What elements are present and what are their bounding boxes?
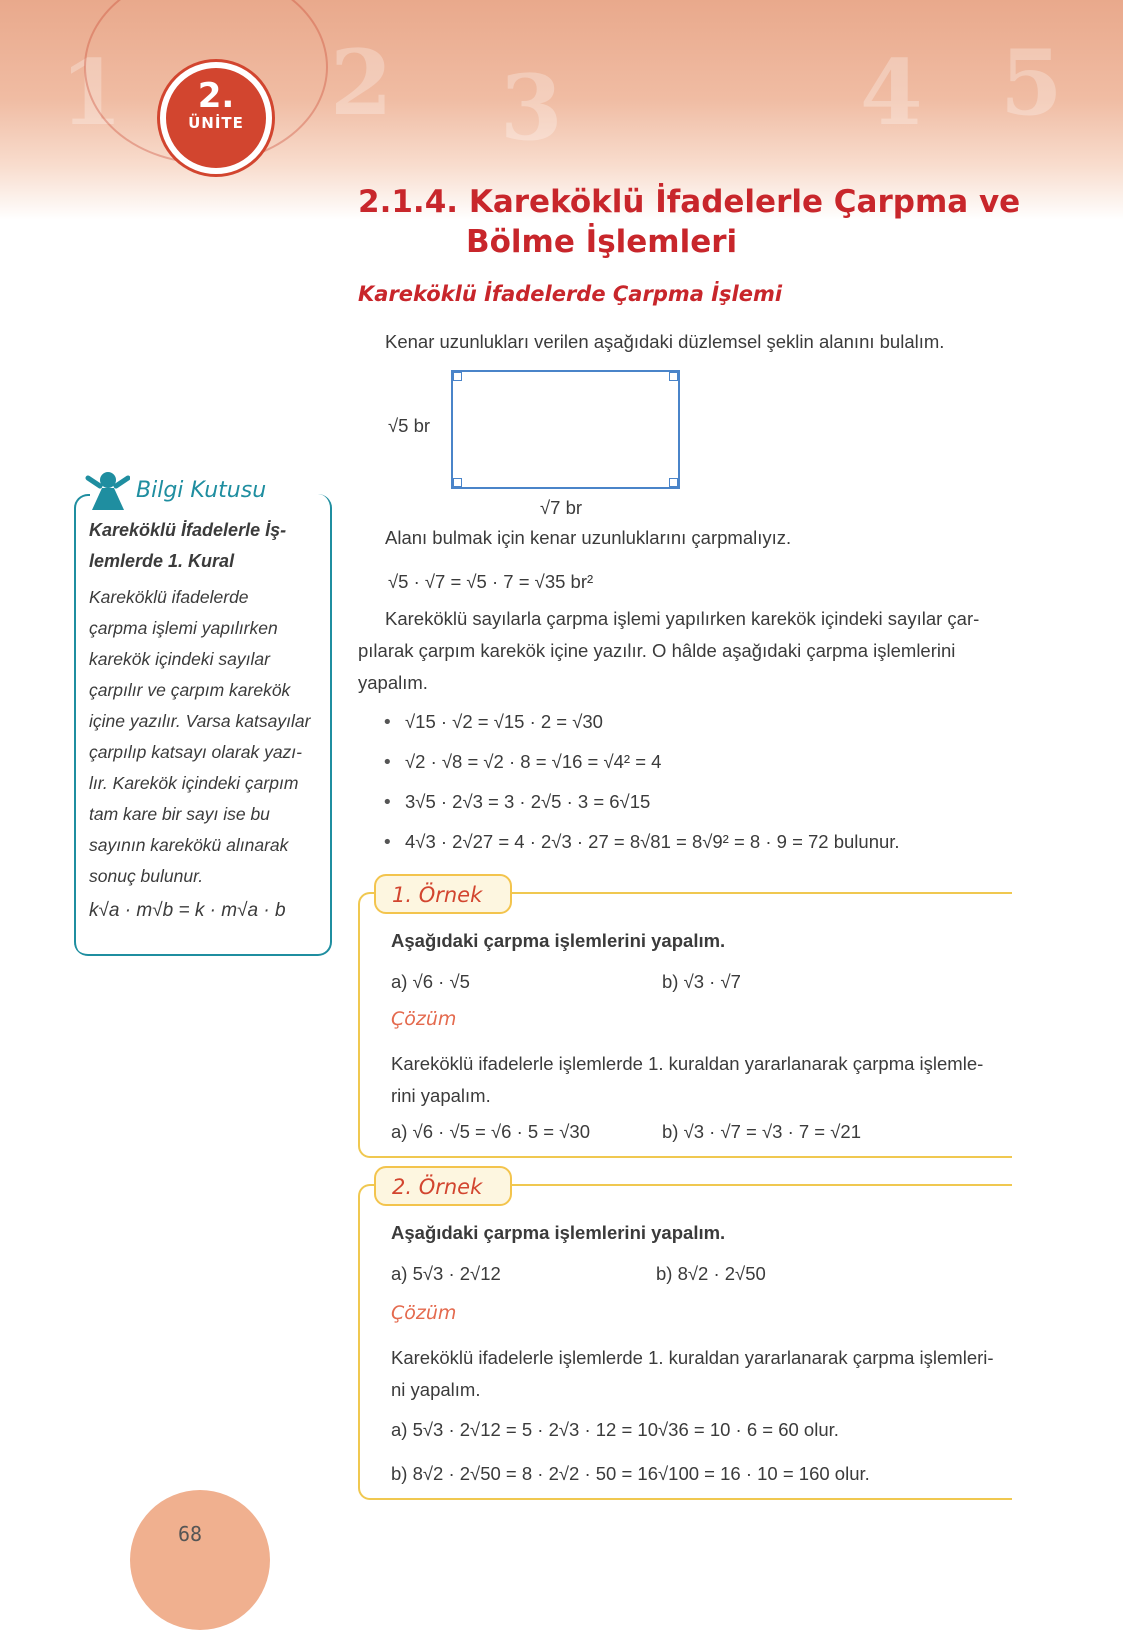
example-1-solution-text: rini yapalım. (391, 1085, 491, 1106)
explain-line: yapalım. (358, 672, 428, 693)
right-angle-mark (453, 372, 462, 381)
area-formula: √5 · √7 = √5 · 7 = √35 br² (388, 571, 594, 592)
example-1-item-b: b) √3 · √7 (662, 971, 741, 992)
unit-label: ÜNİTE (188, 114, 244, 132)
right-angle-mark (669, 478, 678, 487)
explain-line: pılarak çarpım karekök içine yazılır. O hâlde aşağıdaki çarpma işlemlerini (358, 640, 956, 661)
bullet-dot: • (382, 712, 393, 733)
info-box-line: Kareköklü ifadelerde (89, 587, 249, 607)
example-1-solution-text: Kareköklü ifadelerle işlemlerde 1. kuraldan yararlanarak çarpma işlemle- (391, 1053, 984, 1074)
info-box-line: sayının karekökü alınarak (89, 835, 289, 855)
info-box-line: içine yazılır. Varsa katsayılar (89, 711, 311, 731)
intro-text: Kenar uzunlukları verilen aşağıdaki düzlemsel şeklin alanını bulalım. (385, 331, 945, 352)
example-2-solution-a: a) 5√3 · 2√12 = 5 · 2√3 · 12 = 10√36 = 10 · 6 = 60 olur. (391, 1419, 839, 1440)
decor-numeral: 5 (1000, 30, 1063, 136)
area-text: Alanı bulmak için kenar uzunluklarını çarpmalıyız. (385, 527, 792, 548)
decor-numeral: 2 (330, 30, 393, 136)
bullet-dot: • (382, 832, 393, 853)
thinking-person-icon (84, 470, 130, 510)
side-length-label: √5 br (388, 415, 431, 436)
example-1-tag: 1. Örnek (374, 874, 512, 914)
info-box-body (89, 582, 319, 892)
example-1-solution-b: b) √3 · √7 = √3 · 7 = √21 (662, 1121, 861, 1142)
explain-line: Kareköklü sayılarla çarpma işlemi yapılırken karekök içindeki sayılar çar- (385, 608, 980, 629)
bullet-dot: • (382, 752, 393, 773)
decor-numeral: 3 (500, 55, 563, 161)
bullet-item: √2 · √8 = √2 · 8 = √16 = √4² = 4 (405, 751, 662, 772)
example-2-solution-text: ni yapalım. (391, 1379, 481, 1400)
section-subtitle: Kareköklü İfadelerde Çarpma İşlemi (358, 282, 783, 306)
example-2-heading: Aşağıdaki çarpma işlemlerini yapalım. (391, 1222, 726, 1243)
page-number-badge (130, 1490, 270, 1630)
info-box-line: çarpılıp katsayı olarak yazı- (89, 742, 302, 762)
unit-number: 2. (197, 76, 235, 116)
right-angle-mark (453, 478, 462, 487)
example-1-heading: Aşağıdaki çarpma işlemlerini yapalım. (391, 930, 726, 951)
bullet-item: 3√5 · 2√3 = 3 · 2√5 · 3 = 6√15 (405, 791, 651, 812)
example-2-item-b: b) 8√2 · 2√50 (656, 1263, 766, 1284)
example-2-tag: 2. Örnek (374, 1166, 512, 1206)
info-box-rule: Kareköklü İfadelerle İş-lemlerde 1. Kural (89, 520, 287, 571)
example-2-item-a: a) 5√3 · 2√12 (391, 1263, 501, 1284)
example-2-solution-text: Kareköklü ifadelerle işlemlerde 1. kuraldan yararlanarak çarpma işlemleri- (391, 1347, 994, 1368)
bottom-length-label: √7 br (540, 497, 583, 518)
info-box-line: karekök içindeki sayılar (89, 649, 270, 669)
info-box-title: Bilgi Kutusu (136, 478, 267, 503)
unit-badge (160, 62, 272, 174)
example-1-item-a: a) √6 · √5 (391, 971, 470, 992)
info-box-left-edge (74, 494, 90, 956)
rectangle-figure (451, 370, 680, 489)
info-box-line: lır. Karekök içindeki çarpım (89, 773, 299, 793)
bullet-dot: • (382, 792, 393, 813)
right-angle-mark (669, 372, 678, 381)
title-line-1: 2.1.4. Kareköklü İfadelerle Çarpma ve (358, 184, 1021, 220)
example-2-solution-label: Çözüm (391, 1302, 457, 1324)
bullet-item: √15 · √2 = √15 · 2 = √30 (405, 711, 603, 732)
info-box-line: çarpma işlemi yapılırken (89, 618, 278, 638)
example-1-solution-a: a) √6 · √5 = √6 · 5 = √30 (391, 1121, 590, 1142)
decor-numeral: 1 (60, 40, 123, 146)
info-box-formula: k√a · m√b = k · m√a · b (89, 900, 286, 921)
page-title (358, 182, 1078, 262)
page-number: 68 (178, 1522, 203, 1546)
example-1-solution-label: Çözüm (391, 1008, 457, 1030)
info-box-line: sonuç bulunur. (89, 866, 204, 886)
decor-numeral: 4 (860, 40, 923, 146)
info-box-line: tam kare bir sayı ise bu (89, 804, 270, 824)
example-2-solution-b: b) 8√2 · 2√50 = 8 · 2√2 · 50 = 16√100 = 16 · 10 = 160 olur. (391, 1463, 870, 1484)
title-line-2: Bölme İşlemleri (466, 224, 738, 260)
info-box-line: çarpılır ve çarpım karekök (89, 680, 291, 700)
bullet-item: 4√3 · 2√27 = 4 · 2√3 · 27 = 8√81 = 8√9² = 8 · 9 = 72 bulunur. (405, 831, 900, 852)
